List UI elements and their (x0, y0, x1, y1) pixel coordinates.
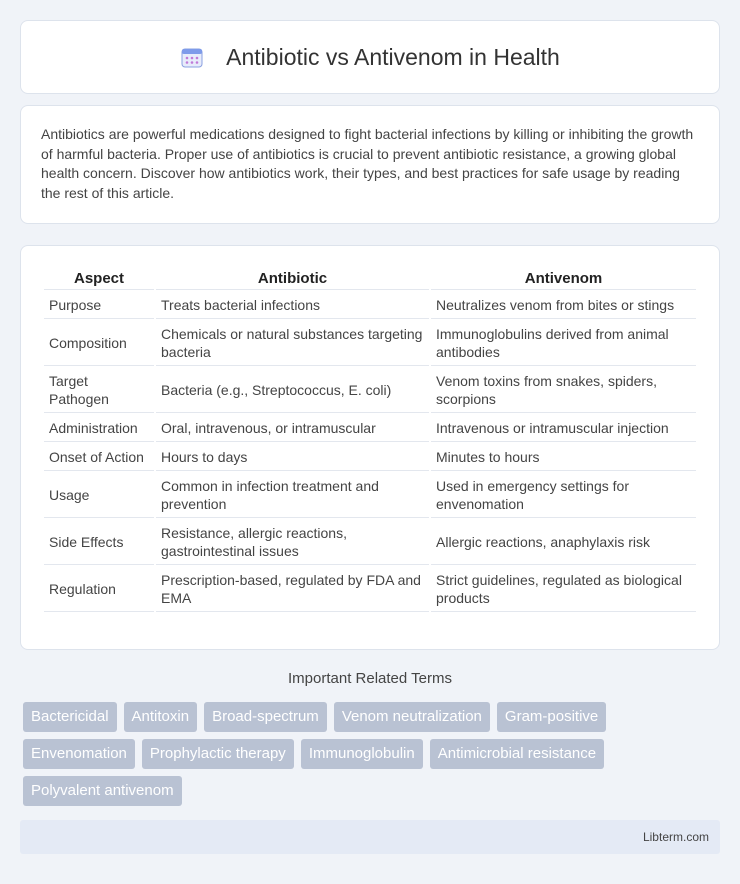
header-antivenom: Antivenom (431, 268, 696, 290)
related-term-tag[interactable]: Gram-positive (497, 702, 606, 732)
related-term-tag[interactable]: Venom neutralization (334, 702, 490, 732)
comparison-card (20, 245, 720, 650)
cell-aspect: Regulation (44, 567, 154, 612)
cell-antibiotic: Bacteria (e.g., Streptococcus, E. coli) (156, 368, 429, 413)
cell-antivenom: Strict guidelines, regulated as biological products (431, 567, 696, 612)
related-term-tag[interactable]: Bactericidal (23, 702, 117, 732)
cell-antibiotic: Prescription-based, regulated by FDA and EMA (156, 567, 429, 612)
page-title: Antibiotic vs Antivenom in Health (226, 43, 560, 70)
table-row (44, 368, 696, 413)
related-term-tag[interactable]: Immunoglobulin (301, 739, 423, 769)
related-terms-list (23, 702, 723, 813)
cell-antivenom: Venom toxins from snakes, spiders, scorpions (431, 368, 696, 413)
related-term-tag[interactable]: Prophylactic therapy (142, 739, 294, 769)
cell-antibiotic: Treats bacterial infections (156, 292, 429, 319)
cell-aspect: Composition (44, 321, 154, 366)
table-row (44, 292, 696, 319)
header-card (20, 20, 720, 94)
comparison-table (42, 266, 698, 614)
cell-antibiotic: Chemicals or natural substances targeting bacteria (156, 321, 429, 366)
table-row (44, 567, 696, 612)
cell-antivenom: Immunoglobulins derived from animal antibodies (431, 321, 696, 366)
cell-aspect: Usage (44, 473, 154, 518)
table-row (44, 520, 696, 565)
related-term-tag[interactable]: Envenomation (23, 739, 135, 769)
header-aspect: Aspect (44, 268, 154, 290)
cell-antivenom: Allergic reactions, anaphylaxis risk (431, 520, 696, 565)
footer (20, 820, 720, 854)
related-term-tag[interactable]: Antimicrobial resistance (430, 739, 604, 769)
cell-aspect: Onset of Action (44, 444, 154, 471)
cell-antibiotic: Hours to days (156, 444, 429, 471)
related-term-tag[interactable]: Antitoxin (124, 702, 198, 732)
footer-link[interactable]: Libterm.com (642, 830, 709, 844)
table-header-row (44, 268, 696, 290)
cell-antibiotic: Common in infection treatment and prevention (156, 473, 429, 518)
table-row (44, 444, 696, 471)
calendar-icon (180, 45, 204, 69)
related-terms-title: Important Related Terms (288, 670, 452, 687)
table-row (44, 321, 696, 366)
cell-aspect: Administration (44, 415, 154, 442)
cell-antibiotic: Resistance, allergic reactions, gastrointestinal issues (156, 520, 429, 565)
table-row (44, 415, 696, 442)
header-antibiotic: Antibiotic (156, 268, 429, 290)
cell-aspect: Purpose (44, 292, 154, 319)
cell-antivenom: Used in emergency settings for envenomation (431, 473, 696, 518)
cell-aspect: Target Pathogen (44, 368, 154, 413)
cell-aspect: Side Effects (44, 520, 154, 565)
intro-card (20, 105, 720, 224)
related-term-tag[interactable]: Polyvalent antivenom (23, 776, 182, 806)
cell-antivenom: Intravenous or intramuscular injection (431, 415, 696, 442)
cell-antivenom: Minutes to hours (431, 444, 696, 471)
table-row (44, 473, 696, 518)
related-term-tag[interactable]: Broad-spectrum (204, 702, 327, 732)
intro-text: Antibiotics are powerful medications designed to fight bacterial infections by killing or inhibiting the growth of harmful bacteria. Proper use of antibiotics is crucial to prevent antibiotic resistance, a growing global health concern. Discover how antibiotics work, their types, and best practices for safe usage by reading the rest of this article. (41, 126, 694, 201)
cell-antibiotic: Oral, intravenous, or intramuscular (156, 415, 429, 442)
cell-antivenom: Neutralizes venom from bites or stings (431, 292, 696, 319)
